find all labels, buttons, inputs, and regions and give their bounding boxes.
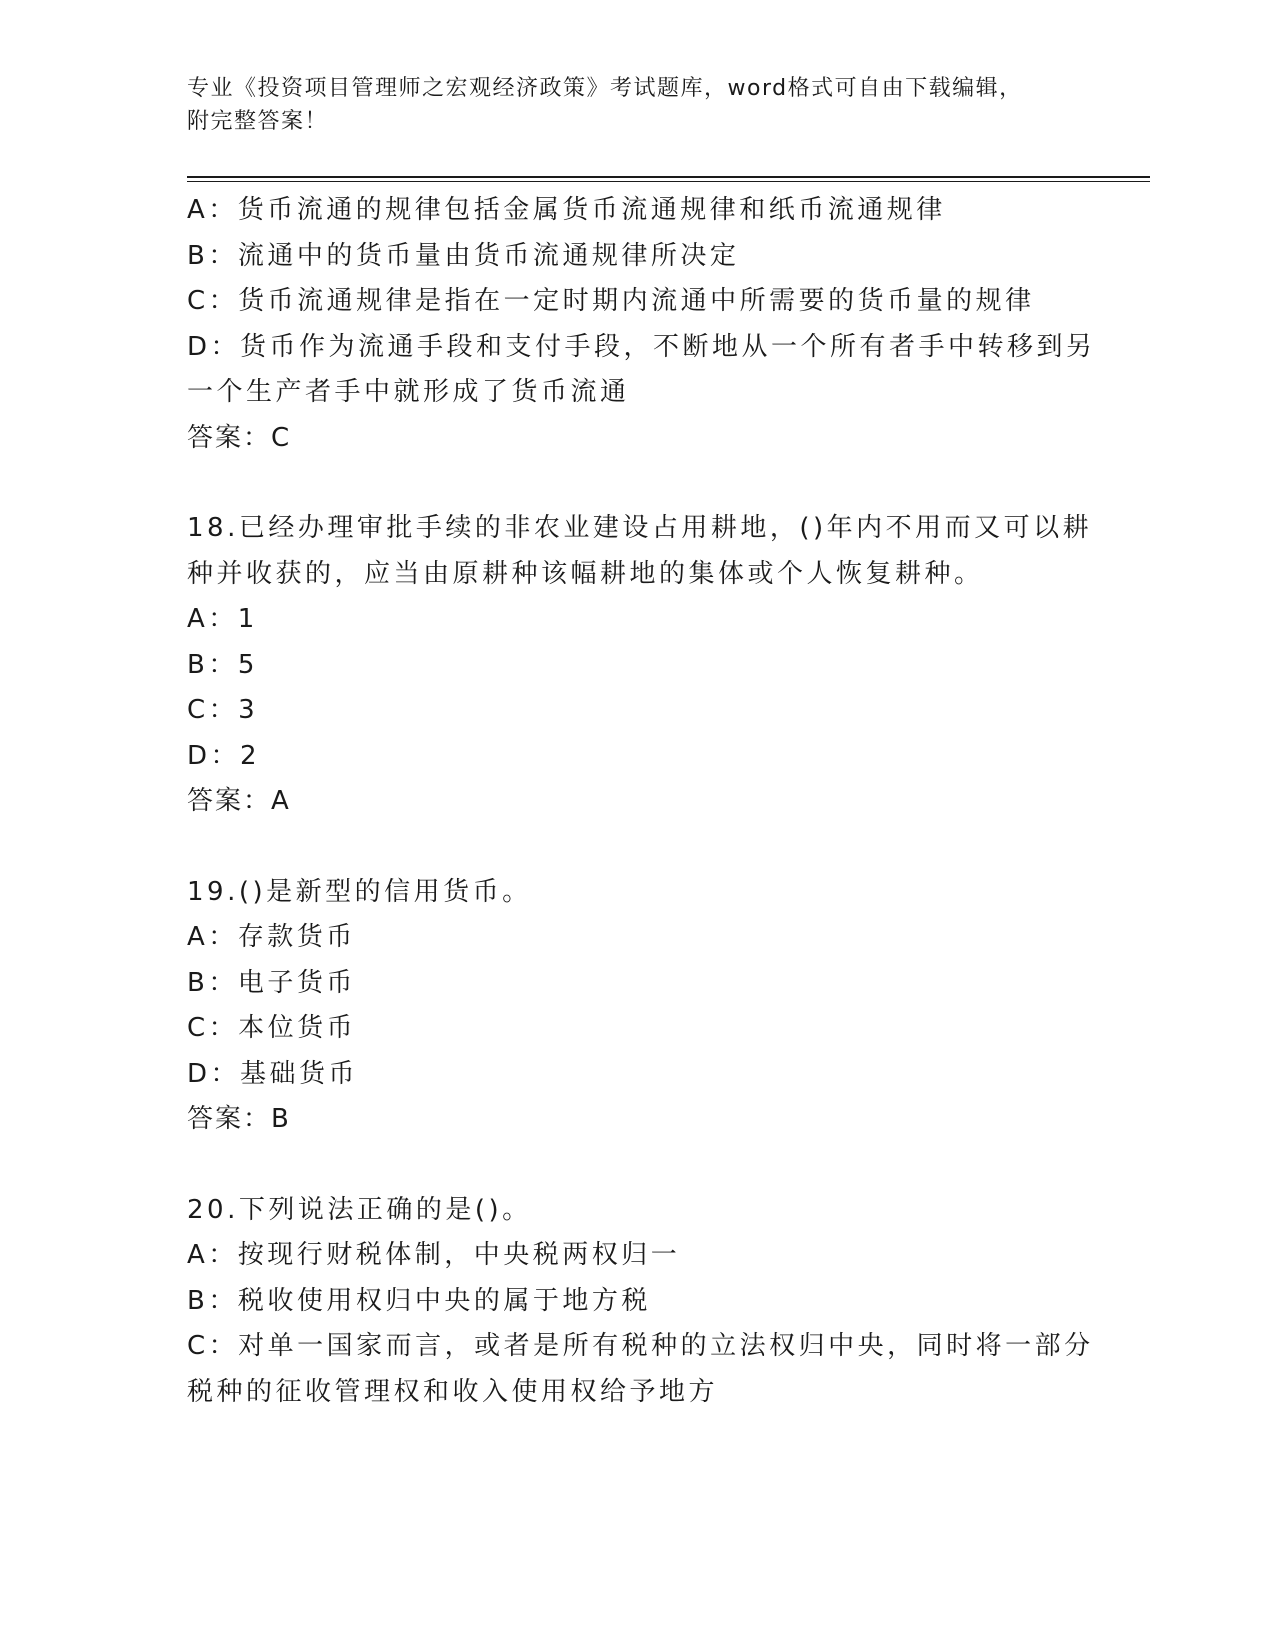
q20-option-c-line-2: 税种的征收管理权和收入使用权给予地方 xyxy=(187,1376,719,1407)
q19-stem: 19.()是新型的信用货币。 xyxy=(187,876,532,907)
q18-option-c: C：3 xyxy=(187,695,259,725)
q18-stem-line-1: 18.已经办理审批手续的非农业建设占用耕地，()年内不用而又可以耕 xyxy=(187,513,1093,543)
q20-option-c-line-1: C：对单一国家而言，或者是所有税种的立法权归中央，同时将一部分 xyxy=(187,1331,1094,1361)
q20-option-b: B：税收使用权归中央的属于地方税 xyxy=(187,1285,651,1316)
question-20 xyxy=(187,1188,1094,1416)
question-18 xyxy=(187,506,1093,825)
q20-stem: 20.下列说法正确的是()。 xyxy=(187,1194,532,1225)
question-19 xyxy=(187,870,1067,1143)
q19-answer: 答案：B xyxy=(187,1104,291,1134)
question-17-tail xyxy=(187,188,1096,461)
q17-option-d-line-2: 一个生产者手中就形成了货币流通 xyxy=(187,377,630,407)
q20-option-a: A：按现行财税体制，中央税两权归一 xyxy=(187,1240,681,1270)
q17-option-c: C：货币流通规律是指在一定时期内流通中所需要的货币量的规律 xyxy=(187,286,1035,316)
q17-option-a: A：货币流通的规律包括金属货币流通规律和纸币流通规律 xyxy=(187,195,946,225)
header-divider-thick xyxy=(187,176,1150,178)
q19-option-c: C：本位货币 xyxy=(187,1013,357,1043)
header-divider-thin xyxy=(187,181,1150,182)
q18-option-a: A：1 xyxy=(187,604,258,634)
q18-option-b: B：5 xyxy=(187,649,258,680)
q17-option-d-line-1: D：货币作为流通手段和支付手段，不断地从一个所有者手中转移到另 xyxy=(187,331,1096,362)
q19-option-d: D：基础货币 xyxy=(187,1058,359,1089)
header-line-2: 附完整答案！ xyxy=(187,109,329,134)
spacer xyxy=(187,1143,1067,1188)
q18-answer: 答案：A xyxy=(187,786,291,816)
question-list xyxy=(187,188,1096,1415)
spacer xyxy=(187,825,1067,870)
q17-answer: 答案：C xyxy=(187,422,292,453)
spacer xyxy=(187,461,1067,506)
q18-option-d: D：2 xyxy=(187,740,261,771)
q17-option-b: B：流通中的货币量由货币流通规律所决定 xyxy=(187,240,740,271)
header-line-1: 专业《投资项目管理师之宏观经济政策》考试题库，word格式可自由下载编辑， xyxy=(187,76,1023,101)
q19-option-b: B：电子货币 xyxy=(187,967,356,998)
document-header xyxy=(187,72,1067,138)
q19-option-a: A：存款货币 xyxy=(187,922,356,952)
q18-stem-line-2: 种并收获的，应当由原耕种该幅耕地的集体或个人恢复耕种。 xyxy=(187,558,984,589)
